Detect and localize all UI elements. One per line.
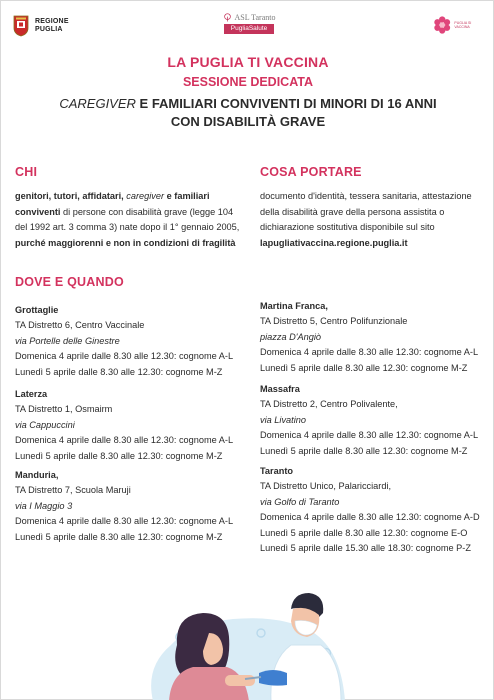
location-slot: Domenica 4 aprile dalle 8.30 alle 12.30: cognome A-L	[260, 347, 479, 358]
right-logo-text: PUGLIA SI VACCINA	[454, 20, 472, 29]
doctor-glove	[259, 670, 287, 686]
location-center: TA Distretto 1, Osmairm	[15, 404, 113, 415]
location-slot: Domenica 4 aprile dalle 8.30 alle 12.30: cognome A-D	[260, 512, 480, 523]
cosa-portare-text	[260, 189, 490, 251]
location-massafra	[260, 382, 492, 459]
title-caregiver: CAREGIVER	[59, 96, 136, 111]
cosa-portare-body: documento d'identità, tessera sanitaria, attestazione della disabilità grave della persona assistita o dichiarazione sostitutiva disponibile sul sito	[260, 191, 472, 233]
location-slot: Domenica 4 aprile dalle 8.30 alle 12.30: cognome A-L	[15, 435, 234, 446]
puglia-vaccina-logo	[433, 15, 485, 35]
patient-arm	[225, 675, 255, 686]
dove-quando-heading: DOVE E QUANDO	[15, 275, 124, 289]
location-slot: Lunedì 5 aprile dalle 8.30 alle 12.30: cognome M-Z	[15, 531, 223, 542]
location-street: via Livatino	[260, 414, 306, 425]
location-center: TA Distretto 5, Centro Polifunzionale	[260, 316, 408, 327]
regione-crest-icon	[13, 15, 29, 37]
title-line1: LA PUGLIA TI VACCINA	[167, 54, 329, 70]
location-slot: Lunedì 5 aprile dalle 8.30 alle 12.30: cognome M-Z	[15, 366, 223, 377]
location-street: via Portelle delle Ginestre	[15, 335, 120, 346]
title-block	[1, 53, 494, 131]
tree-icon	[223, 13, 232, 22]
title-line3	[1, 95, 494, 113]
location-slot: Lunedì 5 aprile dalle 8.30 alle 12.30: cognome M-Z	[15, 450, 223, 461]
location-center: TA Distretto 6, Centro Vaccinale	[15, 320, 145, 331]
region-line2: PUGLIA	[35, 26, 63, 33]
regione-puglia-logo	[13, 15, 69, 37]
flower-icon	[433, 15, 451, 35]
title-line4: CON DISABILITÀ GRAVE	[170, 114, 326, 129]
location-slot: Lunedì 5 aprile dalle 8.30 alle 12.30: cognome M-Z	[260, 445, 468, 456]
chi-heading: CHI	[15, 165, 38, 179]
title-line3-rest: E FAMILIARI CONVIVENTI DI MINORI DI 16 ANNI	[135, 96, 437, 111]
chi-text	[15, 189, 247, 251]
asl-name: ASL Taranto	[234, 13, 276, 22]
location-center: TA Distretto Unico, Palaricciardi,	[260, 481, 392, 492]
cosa-portare-heading: COSA PORTARE	[260, 165, 362, 179]
location-center: TA Distretto 7, Scuola Maruji	[15, 485, 131, 496]
chi-text1: di persone con disabilità grave (legge 104 del 1992 art. 3 comma 3) nate dopo il 1° gennaio 2005,	[15, 206, 240, 233]
location-street: via Cappuccini	[15, 419, 75, 430]
header	[1, 1, 494, 49]
location-taranto	[260, 464, 492, 556]
location-name: Laterza	[15, 389, 48, 399]
location-slot: Domenica 4 aprile dalle 8.30 alle 12.30: cognome A-L	[260, 430, 479, 441]
location-slot: Lunedì 5 aprile dalle 8.30 alle 12.30: cognome E-O	[260, 527, 468, 538]
location-grottaglie	[15, 303, 251, 380]
location-name: Manduria,	[15, 470, 59, 480]
location-name: Martina Franca,	[260, 301, 328, 311]
location-laterza	[15, 387, 251, 464]
vaccination-illustration	[141, 575, 351, 700]
location-center: TA Distretto 2, Centro Polivalente,	[260, 399, 398, 410]
chi-bold3: purché maggiorenni e non in condizioni di fragilità	[15, 237, 236, 248]
location-street: via I Maggio 3	[15, 500, 73, 511]
puglia-salute-badge: PugliaSalute	[224, 24, 274, 34]
location-slot: Domenica 4 aprile dalle 8.30 alle 12.30: cognome A-L	[15, 351, 234, 362]
chi-caregiver: caregiver	[126, 191, 165, 201]
location-slot: Domenica 4 aprile dalle 8.30 alle 12.30: cognome A-L	[15, 516, 234, 527]
chi-bold1: genitori, tutori, affidatari,	[15, 191, 127, 201]
location-street: piazza D'Angiò	[260, 331, 321, 342]
location-name: Grottaglie	[15, 305, 59, 315]
location-street: via Golfo di Taranto	[260, 496, 340, 507]
location-name: Massafra	[260, 384, 300, 394]
location-manduria	[15, 468, 251, 545]
location-martina-franca	[260, 299, 492, 376]
location-slot: Lunedì 5 aprile dalle 8.30 alle 12.30: cognome M-Z	[260, 362, 468, 373]
region-line1: REGIONE	[35, 18, 69, 25]
chi-bold2: e familiari conviventi	[15, 191, 210, 217]
title-line2: SESSIONE DEDICATA	[182, 75, 314, 89]
asl-taranto-logo	[217, 13, 281, 34]
location-name: Taranto	[260, 466, 294, 476]
site-link[interactable]: lapugliativaccina.regione.puglia.it	[260, 237, 408, 248]
location-slot: Lunedì 5 aprile dalle 15.30 alle 18.30: cognome P-Z	[260, 543, 471, 554]
